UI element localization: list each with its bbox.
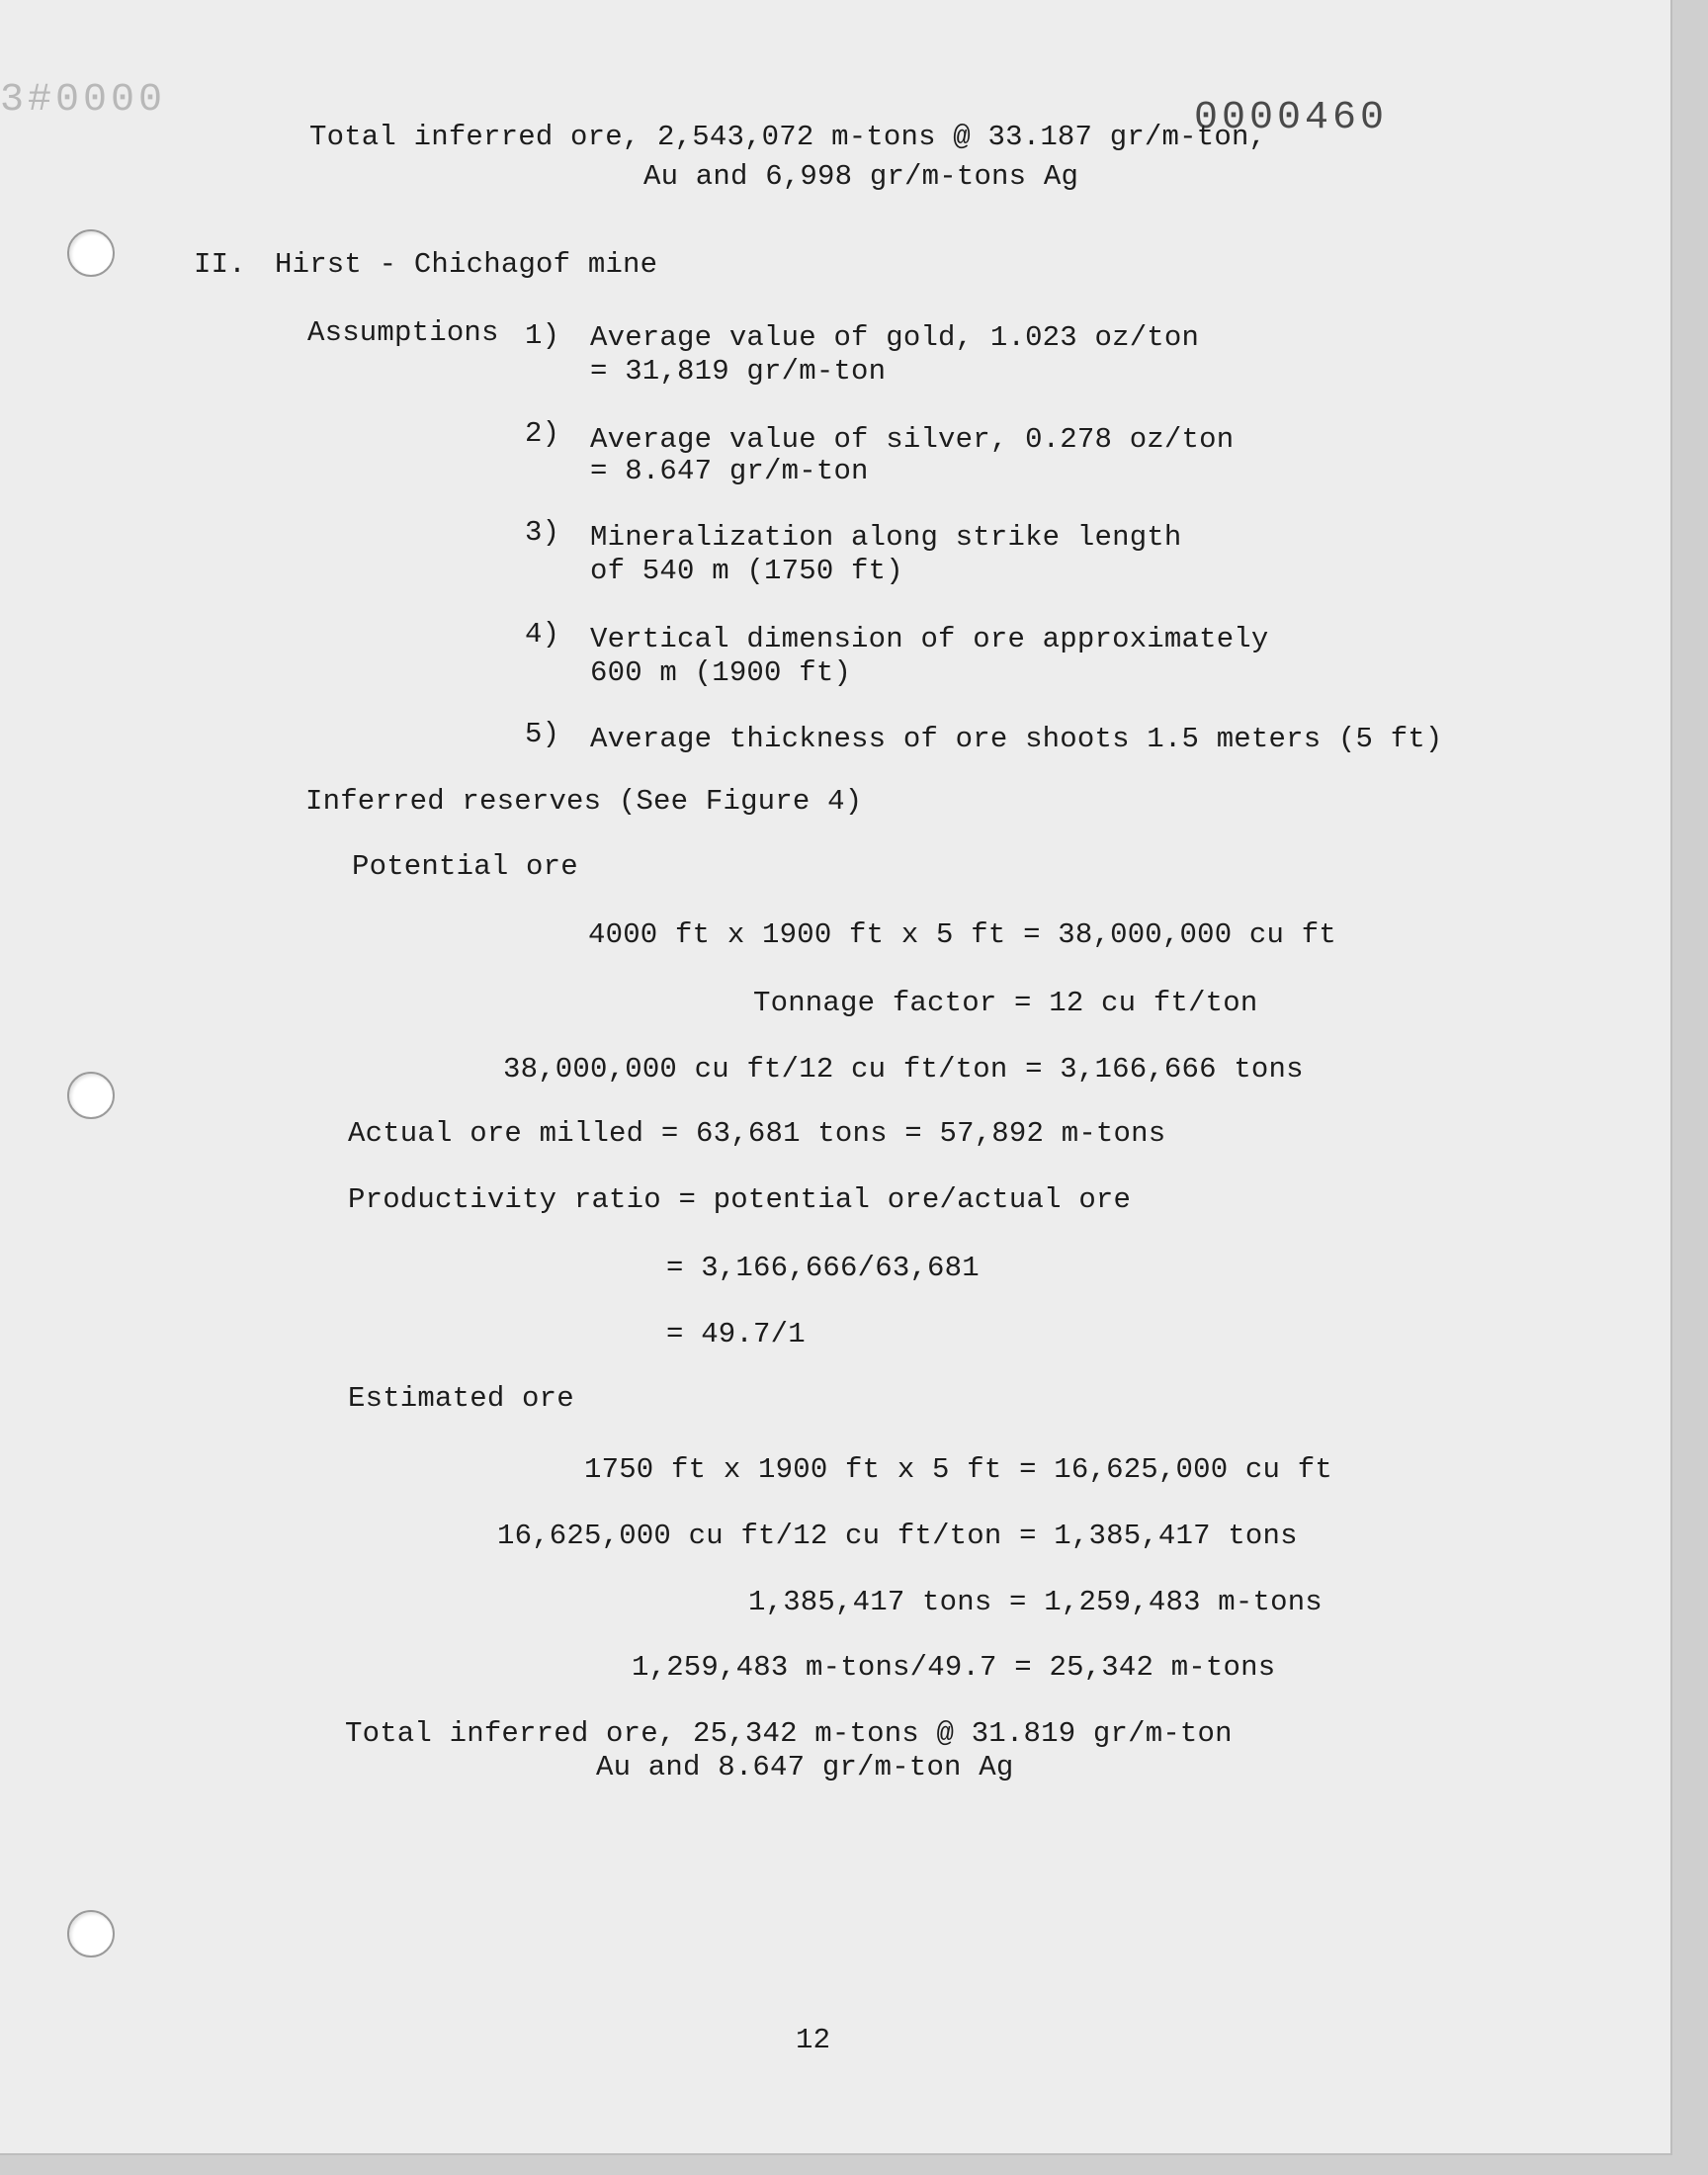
faint-stamp-number: 3#0000: [0, 78, 167, 123]
assumption-text: Vertical dimension of ore approximately: [590, 623, 1269, 655]
tonnage-factor: Tonnage factor = 12 cu ft/ton: [753, 987, 1258, 1019]
assumption-text: of 540 m (1750 ft): [590, 555, 903, 587]
document-stamp-number: 0000460: [1194, 96, 1389, 140]
inferred-reserves-heading: Inferred reserves (See Figure 4): [305, 785, 863, 818]
page-number: 12: [796, 2024, 831, 2056]
estimated-calc-volume: 1750 ft x 1900 ft x 5 ft = 16,625,000 cu ft: [584, 1453, 1332, 1486]
punch-hole-bottom: [67, 1910, 115, 1958]
estimated-calc-tons: 16,625,000 cu ft/12 cu ft/ton = 1,385,417 tons: [497, 1520, 1298, 1552]
assumption-number: 5): [525, 718, 560, 750]
assumption-text: Average value of gold, 1.023 oz/ton: [590, 321, 1200, 354]
potential-calc-volume: 4000 ft x 1900 ft x 5 ft = 38,000,000 cu ft: [588, 918, 1336, 951]
section-number: II.: [194, 248, 246, 281]
bottom-total-line1: Total inferred ore, 25,342 m-tons @ 31.819 gr/m-ton: [345, 1717, 1233, 1750]
estimated-ore-heading: Estimated ore: [348, 1382, 574, 1415]
top-total-line2: Au and 6,998 gr/m-tons Ag: [643, 160, 1079, 193]
section-title: Hirst - Chichagof mine: [275, 248, 658, 281]
assumption-number: 2): [525, 417, 560, 450]
assumptions-label: Assumptions: [307, 316, 499, 349]
assumption-text: = 8.647 gr/m-ton: [590, 455, 869, 487]
productivity-ratio-value: = 49.7/1: [666, 1318, 806, 1350]
punch-hole-middle: [67, 1072, 115, 1119]
productivity-ratio-definition: Productivity ratio = potential ore/actual ore: [348, 1183, 1132, 1216]
assumption-number: 1): [525, 319, 560, 352]
assumption-text: Average thickness of ore shoots 1.5 meters (5 ft): [590, 723, 1443, 755]
estimated-calc-final: 1,259,483 m-tons/49.7 = 25,342 m-tons: [632, 1651, 1276, 1684]
potential-calc-tons: 38,000,000 cu ft/12 cu ft/ton = 3,166,666 tons: [503, 1053, 1304, 1086]
punch-hole-top: [67, 229, 115, 277]
assumption-number: 3): [525, 516, 560, 549]
productivity-ratio-calc: = 3,166,666/63,681: [666, 1252, 980, 1284]
assumption-text: Average value of silver, 0.278 oz/ton: [590, 423, 1235, 456]
potential-ore-heading: Potential ore: [352, 850, 578, 883]
assumption-text: = 31,819 gr/m-ton: [590, 355, 887, 388]
top-total-line1: Total inferred ore, 2,543,072 m-tons @ 33.187 gr/m-ton,: [309, 121, 1267, 153]
assumption-number: 4): [525, 618, 560, 651]
assumption-text: 600 m (1900 ft): [590, 656, 852, 689]
actual-ore-milled: Actual ore milled = 63,681 tons = 57,892 m-tons: [348, 1117, 1166, 1150]
assumption-text: Mineralization along strike length: [590, 521, 1182, 554]
estimated-calc-metric: 1,385,417 tons = 1,259,483 m-tons: [748, 1586, 1323, 1618]
bottom-total-line2: Au and 8.647 gr/m-ton Ag: [596, 1751, 1014, 1784]
